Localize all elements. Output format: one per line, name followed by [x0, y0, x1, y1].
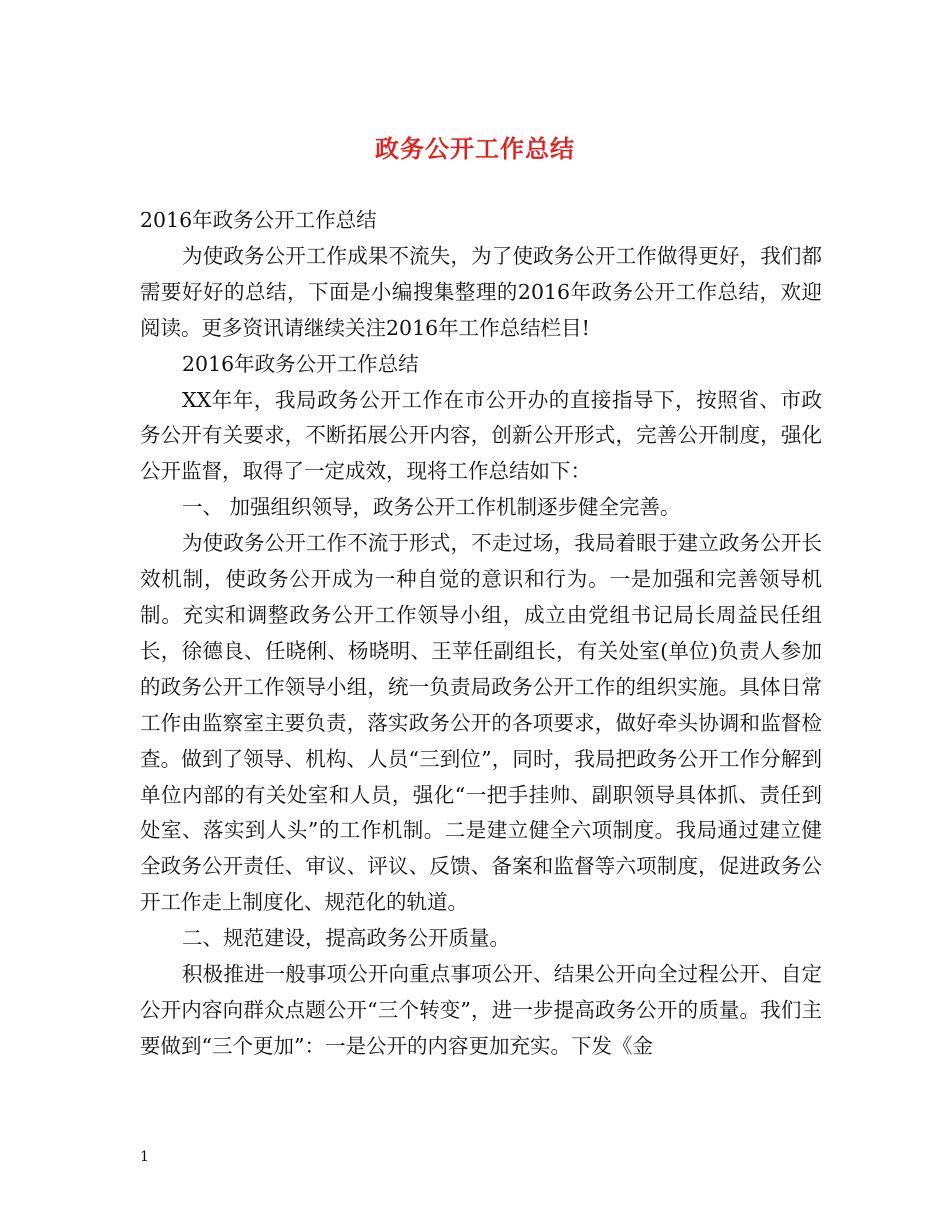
paragraph-subtitle: 2016年政务公开工作总结 [182, 351, 419, 376]
document-body [140, 203, 822, 1065]
paragraph-intro: 为使政务公开工作成果不流失，为了使政务公开工作做得更好，我们都需要好好的总结，下面是小编搜集整理的2016年政务公开工作总结，欢迎阅读。更多资讯请继续关注2016年工作总结栏目! [140, 243, 822, 340]
section-heading-2: 二、规范建设，提高政务公开质量。 [182, 926, 511, 951]
paragraph-section-2: 积极推进一般事项公开向重点事项公开、结果公开向全过程公开、自定公开内容向群众点题公开“三个转变”，进一步提高政务公开的质量。我们主要做到“三个更加”：一是公开的内容更加充实。下发《金 [140, 962, 822, 1058]
paragraph-overview: XX年年，我局政务公开工作在市公开办的直接指导下，按照省、市政务公开有关要求，不断拓展公开内容，创新公开形式，完善公开制度，强化公开监督，取得了一定成效，现将工作总结如下： [140, 387, 822, 484]
page-number: 1 [140, 1149, 149, 1165]
document-title: 政务公开工作总结 [375, 134, 575, 163]
paragraph-heading: 2016年政务公开工作总结 [140, 208, 377, 232]
paragraph-section-1: 为使政务公开工作不流于形式，不走过场，我局着眼于建立政务公开长效机制，使政务公开成为一种自觉的意识和行为。一是加强和完善领导机制。充实和调整政务公开工作领导小组，成立由党组书记局长周益民任组长，徐德良、任晓俐、杨晓明、王苹任副组长，有关处室(单位)负责人参加的政务公开工作领导小组，统一负责局政务公开工作的组织实施。具体日常工作由监察室主要负责，落实政务公开的各项要求，做好牵头协调和监督检查。做到了领导、机构、人员“三到位”，同时，我局把政务公开工作分解到单位内部的有关处室和人员，强化“一把手挂帅、副职领导具体抓、责任到处室、落实到人头”的工作机制。二是建立健全六项制度。我局通过建立健全政务公开责任、审议、评议、反馈、备案和监督等六项制度，促进政务公开工作走上制度化、规范化的轨道。 [140, 531, 822, 915]
section-heading-1: 一、 加强组织领导，政务公开工作机制逐步健全完善。 [182, 495, 681, 520]
